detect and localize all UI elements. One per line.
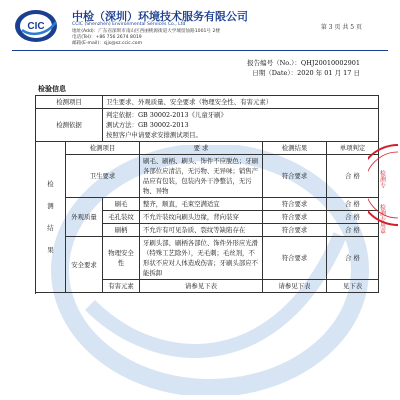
page-number: 第 3 页 共 5 页 [320, 24, 362, 31]
row-result: 符合要求 [263, 237, 327, 280]
row-group: 卫生要求 [66, 155, 140, 198]
logo-text: CIC [27, 21, 45, 32]
row-requirement: 牙刷头部、刷柄各部位、饰件外形应光滑（特殊工艺除外），无毛刺；毛丝剂，不形状不应对人体造成伤害；牙刷头部应不能拆卸 [140, 237, 263, 280]
stamp-text-bottom: 检测专用章 [378, 204, 386, 234]
report-date-label: 日期（Date）： [252, 69, 298, 77]
header-result: 检测结果 [263, 142, 327, 155]
row-result: 符合要求 [263, 198, 327, 211]
row-group: 外观质量 [66, 198, 103, 237]
row-group: 安全要求 [66, 237, 103, 293]
table-row [36, 198, 379, 211]
header-item: 检测项目 [66, 142, 140, 155]
stamp-text-top: 检测专 [378, 170, 386, 188]
org-tel: 电话(Tel)：+86 756 2674 8019 [72, 35, 142, 40]
row-result: 符合要求 [263, 224, 327, 237]
row-sub: 刷毛 [103, 198, 140, 211]
org-email: 邮箱(E-mail)：sjjs@sz.ccic.com [72, 41, 143, 46]
results-label-char: 测 [47, 202, 54, 210]
inspection-table [35, 95, 379, 293]
row-judgement: 合 格 [327, 237, 379, 280]
items-value: 卫生要求、外观质量、安全要求（物理安全性、有害元素） [103, 96, 379, 109]
results-label-char: 结 [47, 224, 54, 232]
table-row-basis [36, 109, 379, 142]
row-sub: 有害元素 [103, 280, 140, 293]
row-judgement: 合 格 [327, 155, 379, 198]
header-divider [12, 50, 388, 51]
report-number [247, 58, 360, 67]
inspection-stamp [368, 130, 398, 240]
basis-line: 测试方法：GB 30002-2013 [106, 121, 189, 129]
items-label: 检测项目 [36, 96, 103, 109]
row-result: 符合要求 [263, 211, 327, 224]
org-address: 地址(Add)：广东省深圳市南山区西丽桃源街道大学城留仙路1001号 2楼 [72, 29, 220, 34]
report-header [10, 4, 390, 48]
row-result: 符合要求 [263, 155, 327, 198]
basis-label: 检测依据 [36, 109, 103, 142]
report-number-label: 报告编号（No.）： [247, 59, 301, 67]
row-sub: 物理安全性 [103, 237, 140, 280]
row-sub: 毛孔装纹 [103, 211, 140, 224]
row-judgement: 见下表 [327, 280, 379, 293]
row-judgement: 合 格 [327, 198, 379, 211]
report-number-value: QHJ20010002901 [300, 59, 360, 67]
row-requirement: 请参见下表 [140, 280, 263, 293]
row-requirement: 不允许装纹向刷头边缘，背向装穿 [140, 211, 263, 224]
row-sub: 刷柄 [103, 224, 140, 237]
table-header-row [36, 142, 379, 155]
row-requirement: 不允许有可见杂质、裂纹等缺陷存在 [140, 224, 263, 237]
header-judgement: 单项判定 [327, 142, 379, 155]
results-side-label [36, 142, 66, 293]
row-result: 请参见下表 [263, 280, 327, 293]
results-label-char: 检 [47, 180, 54, 188]
row-requirement: 刷毛、刷柄、刷头、饰件不应脱色；牙刷各部位应清洁，无污物、无异味；销售产品应有包装，包装内外干净整洁，无污物、异物 [140, 155, 263, 198]
report-date [252, 68, 360, 77]
row-judgement: 合 格 [327, 211, 379, 224]
row-requirement: 整齐，顺直，毛束空满适宜 [140, 198, 263, 211]
basis-line: 按照客户申请要求安排测试项目。 [106, 131, 202, 139]
table-row-items [36, 96, 379, 109]
table-row [36, 155, 379, 198]
org-name-cn: 中检（深圳）环境技术服务有限公司 [72, 10, 248, 23]
results-label-char: 果 [47, 246, 54, 254]
row-judgement: 合 格 [327, 224, 379, 237]
ccic-logo [12, 6, 68, 46]
header-requirement: 要 求 [140, 142, 263, 155]
basis-line: 判定依据：GB 30002-2013《儿童牙刷》 [106, 111, 227, 119]
org-name-en: CCIC (Shenzhen) Environmental Services Co., Ltd [72, 22, 186, 27]
section-title: 检验信息 [38, 85, 66, 93]
table-row [36, 237, 379, 280]
basis-value [103, 109, 379, 142]
report-date-value: 2020 年 01 月 17 日 [297, 69, 360, 77]
